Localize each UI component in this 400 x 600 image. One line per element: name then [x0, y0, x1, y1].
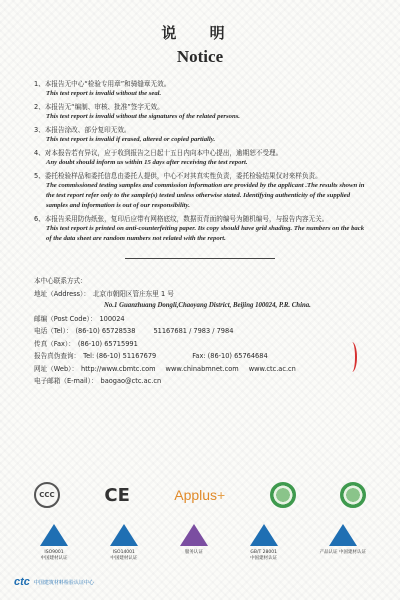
web-label: 网址（Web）：	[34, 364, 79, 373]
title-english: Notice	[176, 47, 224, 66]
cert-label-line1: ISO14001	[112, 550, 135, 555]
fax-value: (86-10) 65715991	[77, 339, 138, 348]
ccc-logo-text: CCC	[39, 491, 55, 499]
ctc-triangle-purple-icon	[180, 524, 208, 546]
green-certification-seal-icon	[340, 482, 366, 508]
notice-item-1	[34, 79, 366, 99]
ctc-triangle-icon	[250, 524, 278, 546]
cert-label-line2: 中国建材认证	[110, 556, 138, 561]
red-pen-mark	[347, 342, 357, 372]
notice-item-5	[34, 171, 366, 211]
iso14001-cert-logo	[110, 524, 138, 562]
web-link-2[interactable]: www.chinabmnet.com	[165, 364, 239, 373]
notice-item-en: This test report is printed on anti-counterfeiting paper. Its copy should have grid shading. The numbers on the back of the data sheet are random numbers not related with the report.	[46, 225, 365, 242]
report-check-tel: Tel: (86-10) 51167679	[83, 352, 157, 360]
notice-item-en: This test report is invalid without the signatures of the related persons.	[46, 113, 240, 120]
title-chinese: 说 明	[161, 24, 239, 42]
service-cert-logo	[180, 524, 208, 556]
notice-item-cn: 2、本报告无“编制、审核、批准”签字无效。	[34, 103, 164, 111]
web-link-3[interactable]: www.ctc.ac.cn	[248, 364, 296, 373]
post-row	[34, 313, 366, 326]
applus-logo-main: Applus	[174, 487, 218, 503]
notice-item-3	[34, 125, 366, 145]
address-row	[34, 288, 366, 301]
web-link-1[interactable]: http://www.cbmtc.com	[81, 364, 156, 373]
notice-item-cn: 4、对本报告若有异议，应于收到报告之日起十五日内向本中心提出，逾期恕不受理。	[34, 149, 283, 157]
email-row	[34, 375, 366, 388]
certification-logos-row-2	[40, 524, 366, 562]
contact-section	[34, 275, 366, 388]
contact-heading: 本中心联系方式：	[34, 277, 87, 285]
ctc-triangle-icon	[40, 524, 68, 546]
web-row	[34, 363, 366, 376]
footer-org-name: 中国建筑材料检验认证中心	[33, 579, 94, 586]
notice-item-cn: 1、本报告无中心“检验专用章”和骑缝章无效。	[34, 80, 171, 88]
notice-item-en: This test report is invalid if erased, altered or copied partially.	[46, 136, 216, 143]
post-value: 100024	[99, 314, 125, 323]
notice-item-2	[34, 102, 366, 122]
email-label: 电子邮箱（E-mail）：	[34, 377, 98, 385]
notice-item-cn: 3、本报告涂改、部分复印无效。	[34, 126, 131, 134]
ctc-footer-logo: ctc	[14, 576, 30, 588]
ctc-triangle-icon	[110, 524, 138, 546]
tel-row	[34, 325, 366, 338]
notice-list	[34, 79, 366, 244]
notice-item-6	[34, 214, 366, 244]
address-label: 地址（Address）：	[34, 289, 90, 298]
notice-item-en: This test report is invalid without the seal.	[46, 90, 162, 97]
ccc-logo-icon	[34, 482, 60, 508]
certification-logos-row-1	[34, 482, 366, 508]
applus-logo-plus: +	[217, 487, 226, 503]
report-check-row	[34, 350, 366, 363]
notice-item-en: The commissioned testing samples and commission information are provided by the applicant .The results shown in the test report refer only to the sample(s) tested unless otherwise stated. Identifying authenticity of the supplied samples and information is out of our responsibility.	[46, 182, 365, 209]
tel-value-1: (86-10) 65728538	[75, 327, 136, 335]
address-en: No.1 Guanzhuang Dongli,Chaoyang District, Beijing 100024, P.R. China.	[104, 302, 311, 309]
notice-item-4	[34, 148, 366, 168]
report-check-fax: Fax: (86-10) 65764684	[192, 352, 268, 360]
post-label: 邮编（Post Code）：	[34, 314, 97, 323]
cert-label-line2: 服务认证	[184, 550, 203, 555]
green-certification-seal-icon	[270, 482, 296, 508]
cert-label-line2: 中国建材认证	[250, 556, 278, 561]
cert-label-line1: GB/T 28001	[250, 550, 277, 555]
ce-mark-icon: CE	[104, 484, 130, 506]
cert-label-line2: 产品认证 中国建材认证	[319, 550, 366, 555]
address-cn: 北京市朝阳区管庄东里 1 号	[92, 289, 174, 298]
ctc-triangle-icon	[329, 524, 357, 546]
email-link[interactable]: baogao@ctc.ac.cn	[100, 377, 162, 385]
iso9001-cert-logo	[40, 524, 68, 562]
fax-row	[34, 338, 366, 351]
notice-item-en: Any doubt should inform us within 15 days after receiving the test report.	[46, 159, 248, 166]
tel-value-2: 51167681 / 7983 / 7984	[153, 327, 234, 335]
divider-rule	[125, 258, 275, 259]
applus-logo	[174, 487, 225, 503]
notice-item-cn: 6、本报告采用防伪纸张，复印后应带有网格底纹，数据页背面的编号为随机编号，与报告内容无关。	[34, 215, 329, 223]
product-cert-logo	[320, 524, 366, 556]
fax-label: 传真（Fax）：	[34, 339, 75, 348]
footer	[14, 576, 94, 588]
cert-label-line2: 中国建材认证	[40, 556, 68, 561]
report-check-label: 报告真伪查询：	[34, 352, 81, 360]
tel-label: 电话（Tel）：	[34, 327, 73, 335]
gbt28001-cert-logo	[250, 524, 278, 562]
notice-item-cn: 5、委托检验样品和委托信息由委托人提供，中心不对其真实性负责，委托检验结果仅对来样负责。	[34, 172, 322, 180]
cert-label-line1: ISO9001	[44, 550, 64, 555]
